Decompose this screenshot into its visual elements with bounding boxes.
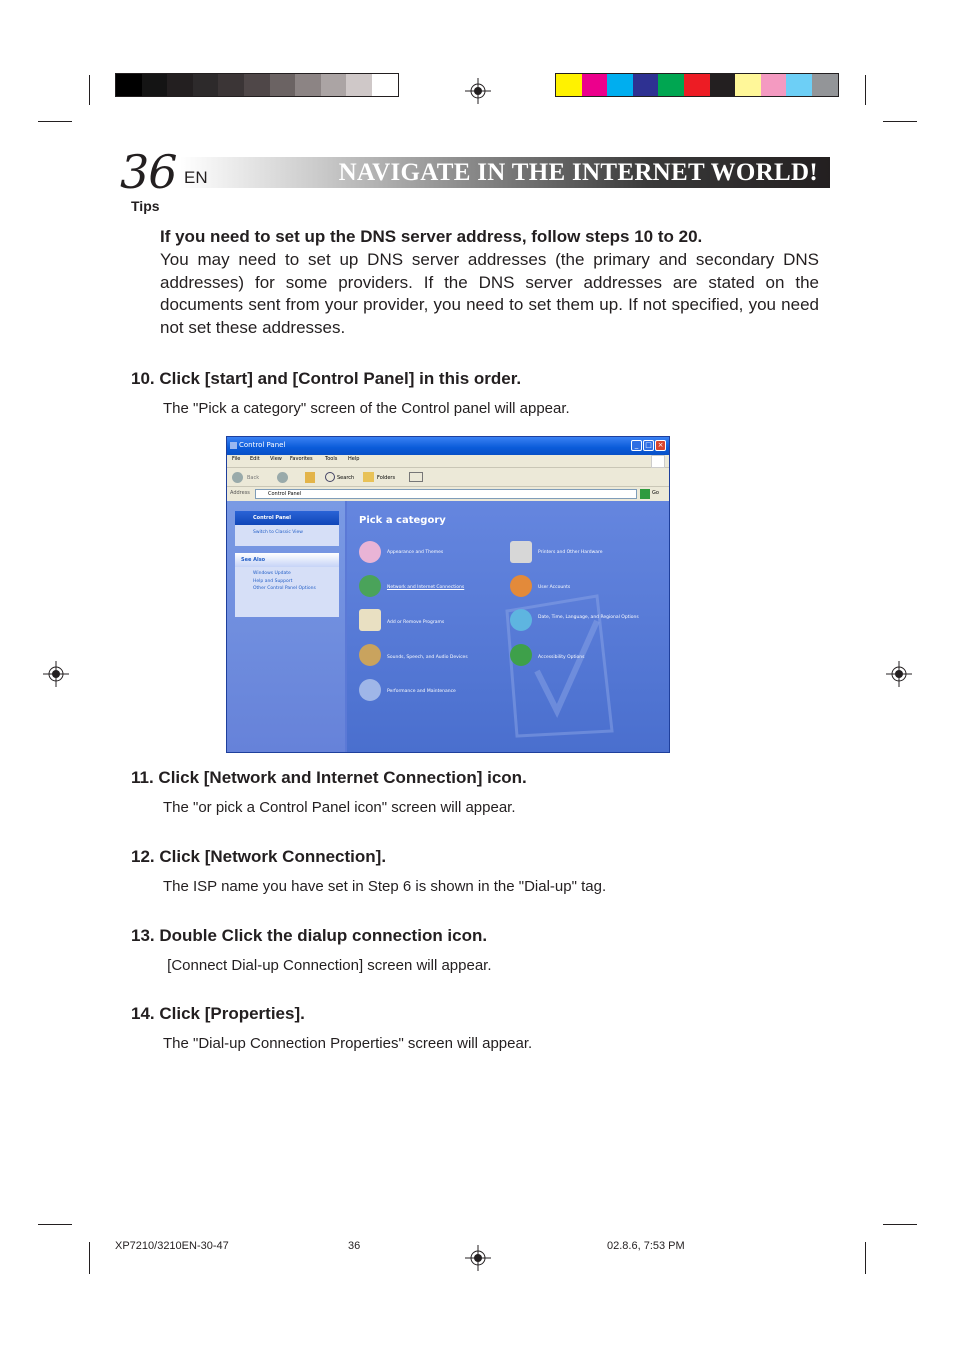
category-pane — [347, 501, 669, 752]
language-code: EN — [184, 168, 208, 187]
category-printers[interactable]: Printers and Other Hardware — [538, 550, 603, 555]
step-description: The ISP name you have set in Step 6 is shown in the "Dial-up" tag. — [163, 878, 607, 895]
step-title: 14. Click [Properties]. — [131, 1004, 305, 1023]
color-swatch — [582, 74, 608, 96]
category-date-time[interactable]: Date, Time, Language, and Regional Options — [538, 615, 639, 620]
color-swatch — [193, 74, 219, 96]
color-swatch — [270, 74, 296, 96]
category-sounds[interactable]: Sounds, Speech, and Audio Devices — [387, 655, 468, 660]
crop-mark — [865, 1242, 866, 1274]
crop-mark — [883, 121, 917, 122]
accessibility-icon[interactable] — [510, 644, 532, 666]
tips-heading: If you need to set up the DNS server address, follow steps 10 to 20. — [160, 227, 703, 246]
color-swatch — [321, 74, 347, 96]
menu-favorites[interactable]: Favorites — [290, 456, 313, 462]
color-swatch — [244, 74, 270, 96]
menu-edit[interactable]: Edit — [250, 456, 260, 462]
registration-mark-icon — [465, 1245, 491, 1271]
color-swatch — [167, 74, 193, 96]
category-network[interactable]: Network and Internet Connections — [387, 585, 465, 590]
color-bar — [555, 73, 839, 97]
page-number: 36 — [120, 145, 177, 199]
task-pane — [227, 501, 345, 752]
control-panel-icon — [230, 442, 237, 449]
color-swatch — [633, 74, 659, 96]
page-title: NAVIGATE IN THE INTERNET WORLD! — [338, 159, 818, 186]
step-title: 12. Click [Network Connection]. — [131, 847, 387, 866]
date-time-icon[interactable] — [510, 609, 532, 631]
window-body — [227, 501, 669, 752]
sounds-icon[interactable] — [359, 644, 381, 666]
menu-help[interactable]: Help — [348, 456, 360, 462]
go-arrow-icon[interactable] — [640, 489, 650, 499]
registration-mark-icon — [43, 661, 69, 687]
control-panel-box-title: Control Panel — [235, 511, 339, 525]
category-user-accounts[interactable]: User Accounts — [538, 585, 571, 590]
appearance-themes-icon[interactable] — [359, 541, 381, 563]
footer-page: 36 — [348, 1240, 361, 1252]
window-title: Control Panel — [239, 441, 286, 449]
footer-file-code: XP7210/3210EN-30-47 — [115, 1240, 229, 1252]
color-swatch — [735, 74, 761, 96]
crop-mark — [865, 75, 866, 105]
color-swatch — [658, 74, 684, 96]
address-label: Address — [230, 490, 250, 496]
folders-icon[interactable] — [363, 472, 374, 482]
crop-mark — [89, 1242, 90, 1274]
back-icon[interactable] — [232, 472, 243, 483]
pick-category-title: Pick a category — [359, 515, 446, 526]
color-swatch — [812, 74, 838, 96]
registration-mark-icon — [886, 661, 912, 687]
color-swatch — [684, 74, 710, 96]
network-globe-icon[interactable] — [359, 575, 381, 597]
add-remove-programs-icon[interactable] — [359, 609, 381, 631]
category-performance[interactable]: Performance and Maintenance — [387, 689, 456, 694]
grayscale-bar — [115, 73, 399, 97]
toolbar — [227, 468, 669, 487]
control-panel-screenshot — [226, 436, 670, 753]
color-swatch — [142, 74, 168, 96]
address-bar — [227, 487, 669, 501]
close-icon[interactable]: × — [655, 440, 666, 451]
color-swatch — [761, 74, 787, 96]
tips-body: You may need to set up DNS server addresses (the primary and secondary DNS addresses) for some providers. If the DNS server addresses are stated on the documents sent from your provider, you need to set them up. If not specified, you need not set these addresses. — [160, 250, 819, 337]
other-options-link[interactable]: Other Control Panel Options — [253, 586, 316, 591]
forward-icon[interactable] — [277, 472, 288, 483]
step-title: 10. Click [start] and [Control Panel] in this order. — [131, 369, 522, 388]
go-button-label[interactable]: Go — [652, 490, 659, 496]
address-value: Control Panel — [268, 491, 302, 497]
step-title: 11. Click [Network and Internet Connection] icon. — [131, 768, 527, 787]
step-description: The "Pick a category" screen of the Control panel will appear. — [163, 400, 570, 417]
category-appearance[interactable]: Appearance and Themes — [387, 550, 444, 555]
menu-bar — [227, 455, 669, 468]
see-also-title: See Also — [235, 553, 339, 567]
color-swatch — [116, 74, 142, 96]
user-accounts-icon[interactable] — [510, 575, 532, 597]
help-support-link[interactable]: Help and Support — [253, 578, 293, 584]
color-swatch — [346, 74, 372, 96]
tips-label: Tips — [131, 198, 160, 214]
crop-mark — [89, 75, 90, 105]
minimize-icon[interactable]: _ — [631, 440, 642, 451]
folders-button-label[interactable]: Folders — [377, 475, 396, 481]
windows-update-link[interactable]: Windows Update — [253, 571, 291, 576]
step-title: 13. Double Click the dialup connection icon. — [131, 926, 488, 945]
up-folder-icon[interactable] — [305, 472, 315, 483]
address-input[interactable] — [255, 489, 637, 499]
switch-classic-view-link[interactable]: Switch to Classic View — [253, 530, 303, 535]
search-button-label[interactable]: Search — [337, 475, 355, 481]
color-swatch — [607, 74, 633, 96]
see-also-box — [235, 553, 339, 617]
color-swatch — [372, 74, 398, 96]
menu-file[interactable]: File — [232, 456, 241, 462]
crop-mark — [38, 1224, 72, 1225]
views-icon[interactable] — [409, 472, 423, 482]
crop-mark — [883, 1224, 917, 1225]
maximize-icon[interactable]: □ — [643, 440, 654, 451]
window-titlebar — [227, 437, 669, 455]
color-swatch — [218, 74, 244, 96]
performance-icon[interactable] — [359, 679, 381, 701]
back-button-label[interactable]: Back — [247, 475, 260, 481]
registration-mark-icon — [465, 78, 491, 104]
color-swatch — [295, 74, 321, 96]
color-swatch — [556, 74, 582, 96]
step-description: [Connect Dial-up Connection] screen will appear. — [163, 957, 492, 974]
step-description: The "or pick a Control Panel icon" screen will appear. — [163, 799, 516, 816]
control-panel-box — [235, 511, 339, 546]
menu-view[interactable]: View — [270, 456, 282, 462]
footer-timestamp: 02.8.6, 7:53 PM — [607, 1240, 685, 1252]
category-add-remove[interactable]: Add or Remove Programs — [387, 620, 445, 625]
category-accessibility[interactable]: Accessibility Options — [538, 655, 585, 660]
crop-mark — [38, 121, 72, 122]
search-icon[interactable] — [325, 472, 335, 482]
menu-tools[interactable]: Tools — [325, 456, 338, 462]
color-swatch — [710, 74, 736, 96]
color-swatch — [786, 74, 812, 96]
printer-icon[interactable] — [510, 541, 532, 563]
step-description: The "Dial-up Connection Properties" screen will appear. — [163, 1035, 533, 1052]
windows-logo-icon — [651, 455, 665, 468]
